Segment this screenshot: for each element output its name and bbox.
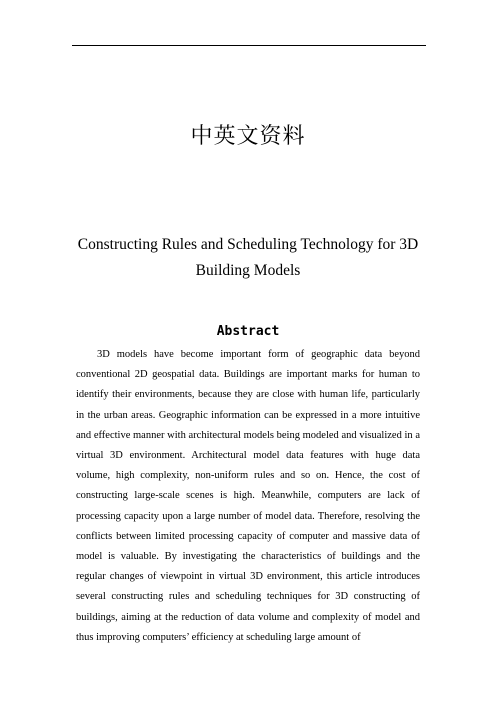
english-title [60,232,436,284]
header-rule [72,45,426,46]
abstract-heading: Abstract [216,324,280,339]
chinese-title: 中英文资料 [190,124,306,149]
english-title-line-1: Constructing Rules and Scheduling Technology for 3D [77,236,419,253]
english-title-line-2: Building Models [195,262,301,279]
abstract-paragraph: 3D models have become important form of geographic data beyond conventional 2D geospatial data. Buildings are important marks for human to identify their environments, because they are close with human life, particularly in the urban areas. Geographic information can be expressed in a more intuitive and effective manner with architectural models being modeled and visualized in a virtual 3D environment. Architectural model data features with huge data volume, high complexity, non-uniform rules and so on. Hence, the cost of constructing large-scale scenes is high. Meanwhile, computers are lack of processing capacity upon a large number of model data. Therefore, resolving the conflicts between limited processing capacity of computer and massive data of model is valuable. By investigating the characteristics of buildings and the regular changes of viewpoint in virtual 3D environment, this article introduces several constructing rules and scheduling techniques for 3D constructing of buildings, aiming at the reduction of data volume and complexity of model and thus improving computers’ efficiency at scheduling large amount of [76,349,420,643]
